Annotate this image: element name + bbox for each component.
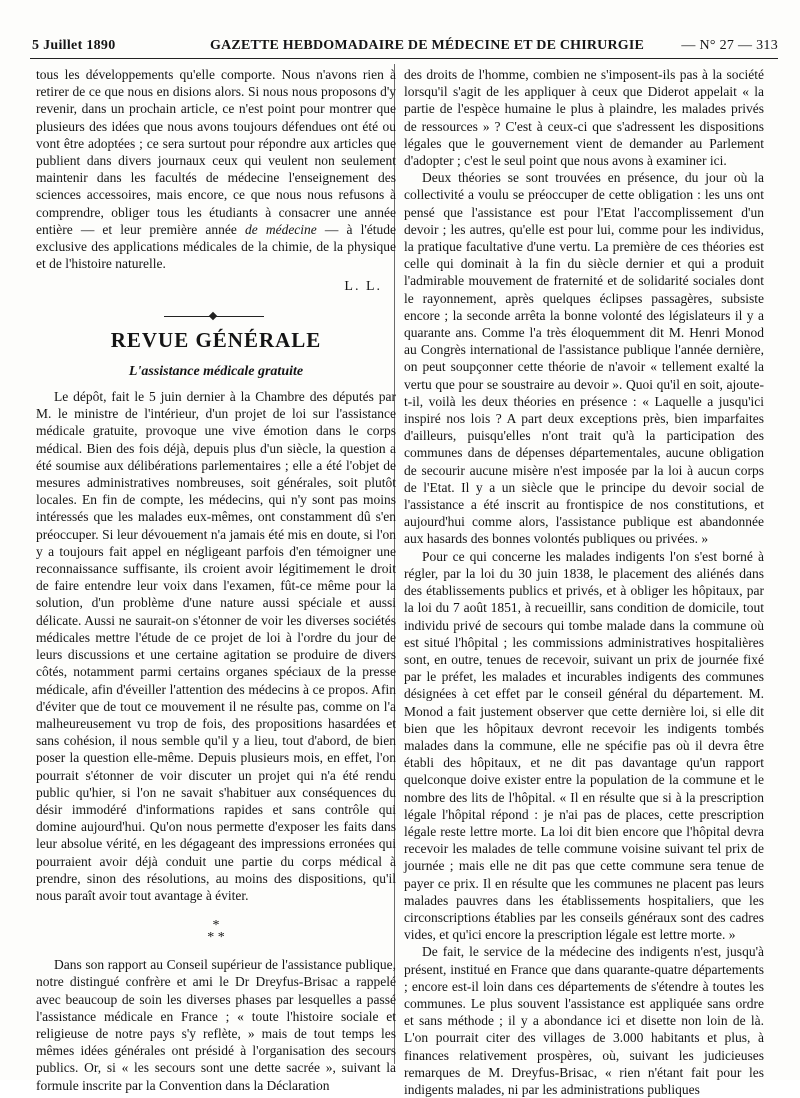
page-header xyxy=(30,36,778,59)
section-title: REVUE GÉNÉRALE xyxy=(110,327,322,352)
paragraph: Pour ce qui concerne les malades indigents l'on s'est borné à régler, par la loi du 30 juin 1838, le placement des aliénés dans des établissements publics et privés, et à obliger les hôpitaux, par la loi du 7 août 1851, à recueillir, sans condition de domicile, tout individu privé de secours qui tombe malade dans la commune où est situé l'hôpital ; les commissions administratives hospitalières sont, en outre, tenues de recevoir, suivant un prix de journée fixé par le préfet, les malades et incurables indigents des communes désignées à cet effet par le conseil général du département. M. Monod a fait justement observer que cette dernière loi, si elle dit bien que les hôpitaux devront recevoir les indigents tombés malades dans la commune, elle ne spécifie pas où il devra être établi des hôpitaux, et ne dit pas davantage qu'un rapport quelconque doive exister entre la population de la commune et le nombre des lits de l'hôpital. « Il en résulte que si à la prescription légale l'hôpital répond : je n'ai pas de places, cette prescription légale reste lettre morte. La loi dit bien encore que l'hôpital devra recevoir les malades de telle commune voisine suivant tel prix de journée ; mais elle ne dit pas que cette commune sera tenue de payer ce prix. Il en résulte que les communes ne placent pas leurs malades pauvres dans les établissements hospitaliers, que les circonscriptions établies par les conseils généraux sont des cadres vides, et qu'ici encore la prescription légale est lettre morte. » xyxy=(404,548,764,943)
paragraph: Le dépôt, fait le 5 juin dernier à la Chambre des députés par M. le ministre de l'intérieur, d'un projet de loi sur l'assistance médicale gratuite, provoque une vive émotion dans le corps médical. Bien des fois déjà, depuis plus d'un siècle, la question a été soumise aux délibérations parlementaires ; elle a été l'objet de mesures administratives nombreuses, soit générales, soit plutôt locales. En fin de compte, les médecins, qui n'y sont pas moins intéressés que les malades eux-mêmes, ont constamment dû s'en préoccuper. Si leur dévouement n'a jamais été mis en doute, si l'on y a toujours fait appel en négligeant parfois d'en témoigner une reconnaissance suffisante, ils croient avoir légitimement le droit de faire entendre leur voix dans l'examen, fût-ce même pour la solution, d'un problème d'une nature aussi spéciale et aussi délicate. Aussi ne saurait-on s'étonner de voir les diverses sociétés médicales mettre l'étude de ce projet de loi à l'ordre du jour de leurs discussions et une certaine agitation se produire de divers côtés, notamment parmi certains organes spéciaux de la presse médicale, afin d'éveiller l'attention des médecins à ce propos. Afin d'éviter que de tout ce mouvement il ne résulte pas, comme on l'a malheureusement vu trop de fois, des propositions hasardées et sans cohésion, il nous semble qu'il y a lieu, tout d'abord, de bien poser la question elle-même. Depuis plusieurs mois, en effet, l'on pourrait s'étonner de voir discuter un projet qui n'a été rendu public qu'hier, si l'on ne savait s'habituer aux conséquences du désir immodéré d'informations rapides et sans contrôle qui domine aujourd'hui. Qu'on nous permette d'exposer les faits dans leur absolue vérité, en les dégageant des impressions erronées qui pourraient avoir déjà conduit une partie du corps médical à prendre, sinon des résolutions, au moins des dispositions, qu'il nous paraît avoir tout avantage à éviter. xyxy=(36,389,396,903)
author-signature: L. L. xyxy=(344,279,382,295)
paragraph: des droits de l'homme, combien ne s'imposent-ils pas à la société lorsqu'il s'agit de les appliquer à ceux que Diderot appelait « la partie de l'espèce humaine le plus à plaindre, les malades privés de ressources » ? C'est à ceux-ci que s'adressent les dispositions légales que le gouvernement vient de demander au Parlement d'adopter ; c'est le seul point que nous avons à examiner ici. xyxy=(404,67,764,169)
asterism xyxy=(36,920,396,944)
asterism-top: * xyxy=(212,918,220,934)
page-number: — N° 27 — 313 xyxy=(681,38,778,53)
paragraph-text: — à l'étude exclusive des applications médicales de la chimie, de la physique et de l'histoire naturelle. xyxy=(36,221,397,272)
article-subtitle: L'assistance médicale gratuite xyxy=(128,363,304,379)
asterism-bottom: * * xyxy=(207,930,225,946)
paragraph: Deux théories se sont trouvées en présence, du jour où la collectivité a voulu se préoccuper de cette obligation : les uns ont pensé que l'assistance est pour l'Etat l'accomplissement d'un devoir ; les autres, qu'elle est pour lui, comme pour les individus, la pratique facultative d'une vertu. La première de ces théories est celle qui dominait à la fin du siècle dernier et qui a produit l'admirable mouvement de fraternité et de solidarité sociales dont le rayonnement, après quelques éclipses passagères, subsiste encore ; la seconde arrêta la bonne volonté des législateurs il y a quarante ans. Comme l'a très éloquemment dit M. Henri Monod au Congrès international de l'assistance publique l'année dernière, on peut soupçonner cette théorie de n'avoir « tellement exalté la vertu que pour se soustraire au devoir ». Quoi qu'il en soit, ajoute-t-il, voilà les deux théories en présence : « Laquelle a jusqu'ici inspiré nos lois ? A part deux exceptions près, bien imparfaites d'ailleurs, puisqu'elles n'ont trait qu'à la participation des communes dans de dépenses départementales, aucune obligation de secourir aucune misère n'est imposée par la loi à aucun corps de l'Etat. Il y a un siècle que le principe du devoir social de l'assistance a été inscrit au frontispice de nos constitutions, et aujourd'hui comme alors, l'assistance publique est abandonnée aux hasards des bonnes volontés publiques ou privées. » xyxy=(404,170,764,547)
paragraph: Dans son rapport au Conseil supérieur de l'assistance publique, notre distingué confrère et ami le Dr Dreyfus-Brisac a rappelé avec beaucoup de soin les diverses phases par lesquelles a passé l'assistance médicale en France ; « toute l'histoire sociale et religieuse de notre pays s'y reflète, » mais de tout temps les mêmes idées générales ont présidé à l'organisation des secours publics. Or, si « les secours sont une dette sacrée », suivant la formule inscrite par la Convention dans la Déclaration xyxy=(36,957,396,1093)
paragraph xyxy=(36,66,396,272)
issue-date: 5 Juillet 1890 xyxy=(32,38,116,53)
paragraph: De fait, le service de la médecine des indigents n'est, jusqu'à présent, institué en France que dans quarante-quatre départements ; encore est-il loin dans ces départements de s'étendre à toutes les communes. Le plus souvent l'assistance est appliquée sans ordre et sans méthode ; il y a abondance ici et disette non loin de là. L'on pourrait citer des villages de 3.000 habitants et plus, à finances relativement prospères, où, suivant les judicieuses remarques de M. Dreyfus-Brisac, « rien n'étant fait pour les indigents malades, ni par les administrations publiques xyxy=(404,944,764,1097)
paragraph-text: tous les développements qu'elle comporte. Nous n'avons rien à retirer de ce que nous en disions alors. Si nous nous proposons d'y revenir, dans un prochain article, ce n'est point pour montrer que plusieurs des idées que nous avons toujours défendues ont été ou vont être adoptées ; ce sera surtout pour répondre aux articles que publient dans divers journaux ceux qui veulent non seulement maintenir dans les facultés de médecine l'enseignement des sciences accessoires, mais encore, ce que nous nous refusons à comprendre, obliger tous les étudiants à consacrer une année entière — et leur première année xyxy=(36,67,396,237)
section-separator xyxy=(36,306,396,326)
journal-title: GAZETTE HEBDOMADAIRE DE MÉDECINE ET DE CHIRURGIE xyxy=(210,38,645,53)
separator-ornament xyxy=(209,311,217,319)
left-column xyxy=(36,66,396,1094)
right-column xyxy=(404,66,764,1098)
italic-text: de médecine xyxy=(244,221,317,237)
